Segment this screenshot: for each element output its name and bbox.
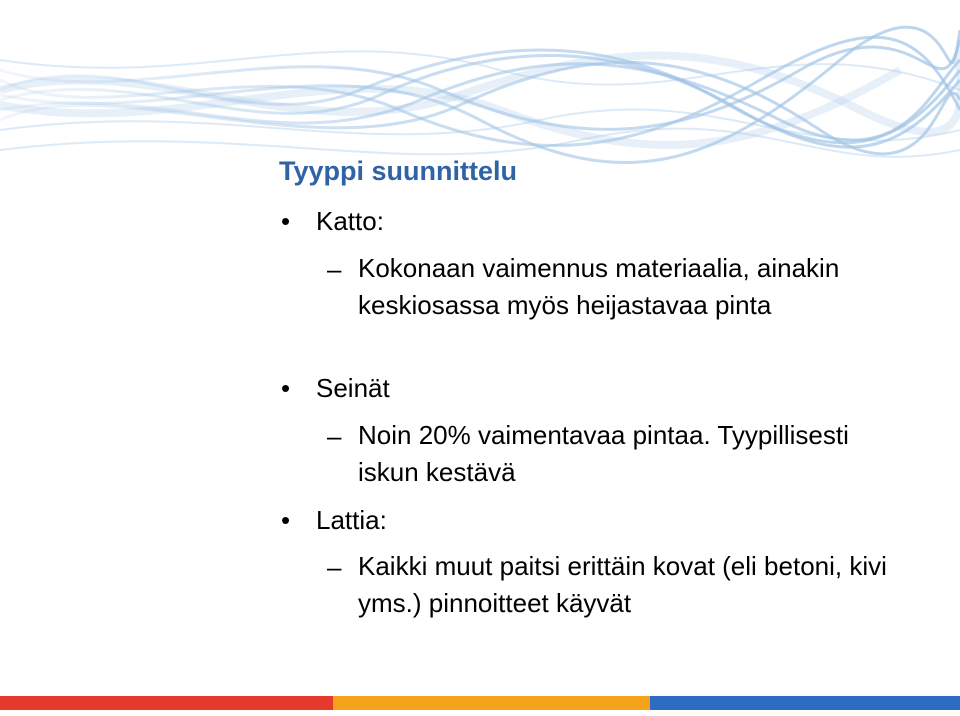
- bar-segment-orange: [333, 696, 650, 710]
- bullet-icon: •: [281, 505, 291, 535]
- dash-icon: –: [327, 552, 342, 582]
- dash-icon: –: [327, 421, 342, 451]
- dash-icon: –: [327, 254, 342, 284]
- bullet-item-lattia: Lattia:: [316, 505, 387, 535]
- sub-item-seinat: Noin 20% vaimentavaa pintaa. Tyypillisesti iskun kestävä: [358, 420, 849, 487]
- sub-item-lattia: Kaikki muut paitsi erittäin kovat (eli betoni, kivi yms.) pinnoitteet käyvät: [358, 551, 887, 618]
- sub-item-katto: Kokonaan vaimennus materiaalia, ainakin keskiosassa myös heijastavaa pinta: [358, 253, 840, 320]
- bullet-item-katto: Katto:: [316, 206, 384, 236]
- slide-title: Tyyppi suunnittelu: [279, 156, 517, 186]
- bullet-item-seinat: Seinät: [316, 373, 390, 403]
- bullet-icon: •: [281, 206, 291, 236]
- bullet-icon: •: [281, 373, 291, 403]
- bottom-color-bar: [0, 696, 960, 710]
- bar-segment-red: [0, 696, 333, 710]
- bar-segment-blue: [650, 696, 960, 710]
